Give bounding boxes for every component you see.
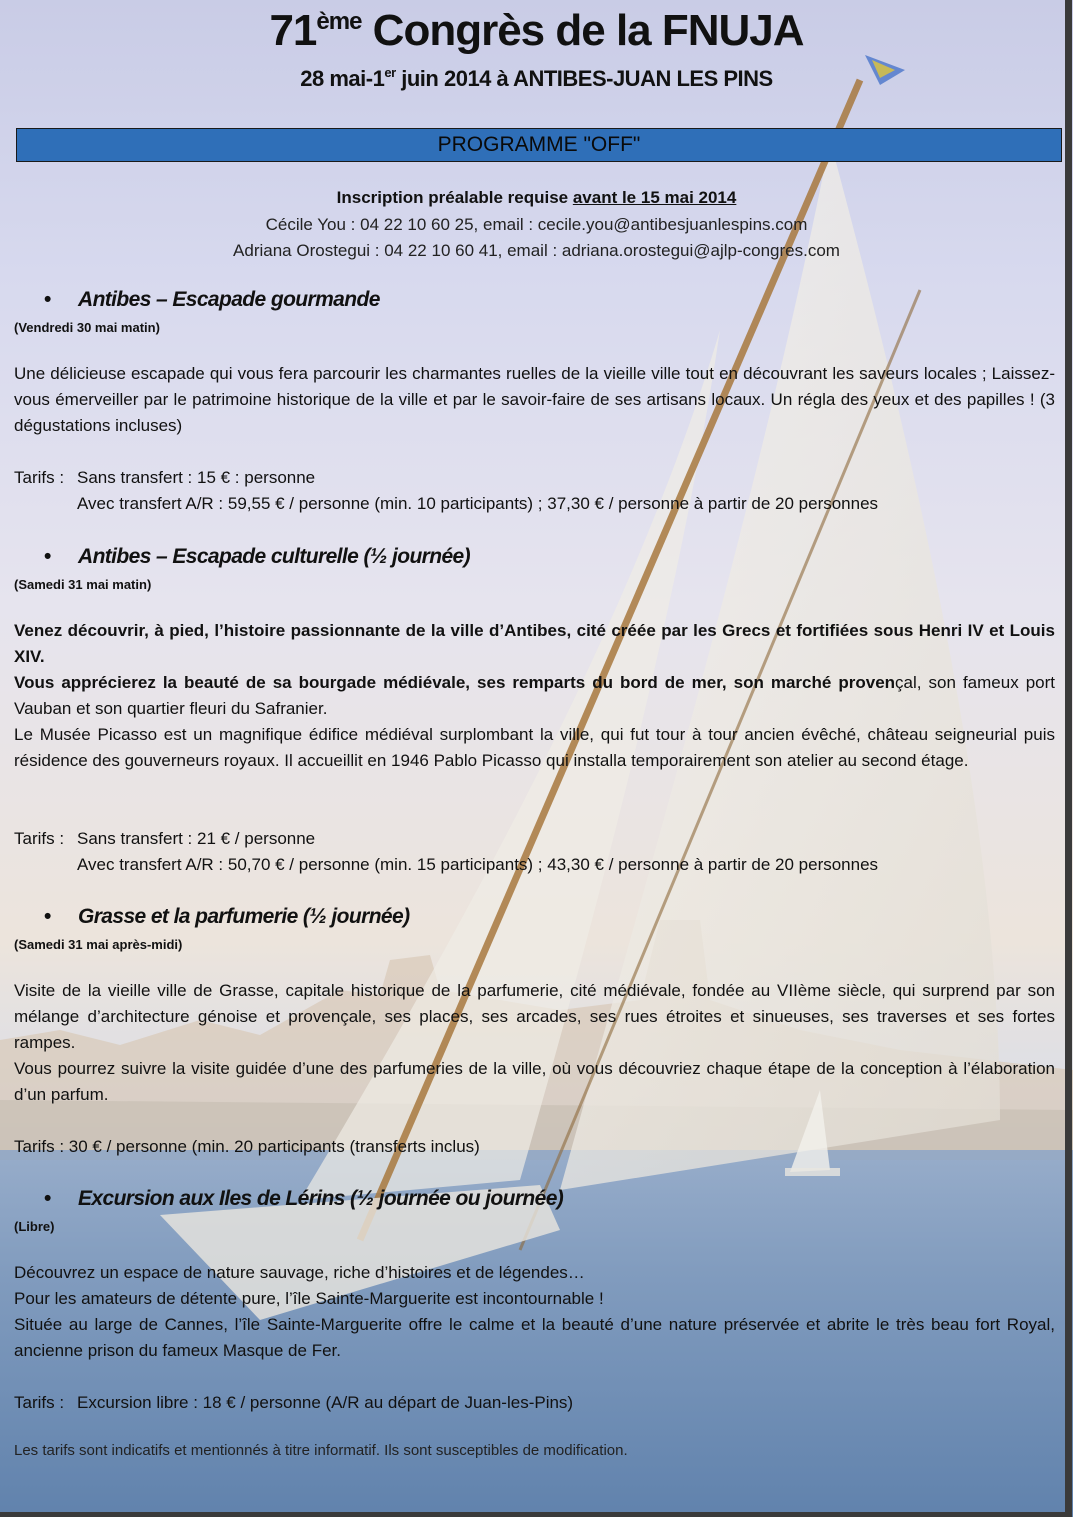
footnote-disclaimer: Les tarifs sont indicatifs et mentionnés à titre informatif. Ils sont susceptibles de modification. bbox=[14, 1442, 628, 1459]
section-description: Une délicieuse escapade qui vous fera parcourir les charmantes ruelles de la vieille ville tout en découvrant les saveurs locales ; Laissez-vous émerveiller par le patrimoine historique de la ville et par le savoir-faire de ses artisans locaux. Un régla des yeux et des papilles ! (3 dégustations incluses) bbox=[14, 364, 1055, 435]
section-description: Vous pourrez suivre la visite guidée d’une des parfumeries de la ville, où vous découvriez chaque étape de la conception à l’élaboration d’un parfum. bbox=[14, 1059, 1055, 1104]
section-description: Pour les amateurs de détente pure, l’île Sainte-Marguerite est incontournable ! bbox=[14, 1289, 604, 1308]
bullet-icon: • bbox=[44, 905, 51, 928]
tarif-line: Tarifs : 30 € / personne (min. 20 participants (transferts inclus) bbox=[14, 1137, 480, 1156]
section-description: Le Musée Picasso est un magnifique édifice médiéval surplombant la ville, qui fut tour à tour ancien évêché, château seigneurial puis résidence des gouverneurs royaux. Il accueillit en 1946 Pablo Picasso qui installa temporairement son atelier au second étage. bbox=[14, 725, 1055, 770]
section-description: Visite de la vieille ville de Grasse, capitale historique de la parfumerie, cité médiévale, fondée au VIIème siècle, qui surprend par son mélange d’architecture génoise et provençale, ses places, ses arcades, ses rues étroites et sinueuses, ses traverses et ses fortes rampes. bbox=[14, 981, 1055, 1052]
event-dates-location: 28 mai-1er juin 2014 à ANTIBES-JUAN LES PINS bbox=[300, 65, 773, 91]
registration-notice: Inscription préalable requise avant le 15 mai 2014 bbox=[336, 188, 737, 207]
bullet-icon: • bbox=[44, 288, 51, 311]
contact-cecile-you: Cécile You : 04 22 10 60 25, email : cecile.you@antibesjuanlespins.com bbox=[265, 215, 808, 234]
tarif-line: Tarifs : Sans transfert : 21 € / personne bbox=[14, 829, 316, 848]
section-description: Découvrez un espace de nature sauvage, riche d’histoires et de légendes… bbox=[14, 1263, 585, 1282]
section-date: (Libre) bbox=[14, 1219, 55, 1234]
section-title-escapade-gourmande: • Antibes – Escapade gourmande bbox=[44, 288, 380, 311]
registration-deadline: avant le 15 mai 2014 bbox=[572, 188, 737, 207]
section-description: Vous apprécierez la beauté de sa bourgade médiévale, ses remparts du bord de mer, son marché provençal, son fameux port Vauban et son quartier fleuri du Safranier. bbox=[14, 673, 1056, 718]
section-description: Située au large de Cannes, l’île Sainte-Marguerite offre le calme et la beauté d’une nature préservée et abrite le très beau fort Royal, ancienne prison du fameux Masque de Fer. bbox=[14, 1315, 1055, 1360]
section-date: (Samedi 31 mai matin) bbox=[14, 577, 152, 592]
contact-adriana-orostegui: Adriana Orostegui : 04 22 10 60 41, email : adriana.orostegui@ajlp-congres.com bbox=[233, 241, 840, 260]
tarif-line: Tarifs : Sans transfert : 15 € : personne bbox=[14, 468, 316, 487]
tarif-line-transfer: Avec transfert A/R : 59,55 € / personne (min. 10 participants) ; 37,30 € / personne à partir de 20 personnes bbox=[77, 494, 879, 513]
tarif-line-transfer: Avec transfert A/R : 50,70 € / personne (min. 15 participants) ; 43,30 € / personne à partir de 20 personnes bbox=[77, 855, 879, 874]
section-title-grasse-parfumerie: • Grasse et la parfumerie (½ journée) bbox=[44, 905, 410, 928]
bullet-icon: • bbox=[44, 545, 51, 568]
page-title: 71ème Congrès de la FNUJA bbox=[269, 6, 804, 55]
tarif-line: Tarifs : Excursion libre : 18 € / personne (A/R au départ de Juan-les-Pins) bbox=[14, 1393, 574, 1412]
section-description: Venez découvrir, à pied, l’histoire passionnante de la ville d’Antibes, cité créée par les Grecs et fortifiées sous Henri IV et Louis XIV. bbox=[14, 621, 1055, 666]
section-date: (Samedi 31 mai après-midi) bbox=[14, 937, 183, 952]
section-title-escapade-culturelle: • Antibes – Escapade culturelle (½ journée) bbox=[44, 545, 471, 568]
section-title-iles-de-lerins: • Excursion aux Iles de Lérins (½ journée ou journée) bbox=[44, 1187, 564, 1210]
bullet-icon: • bbox=[44, 1187, 51, 1210]
programme-off-banner: PROGRAMME "OFF" bbox=[16, 128, 1062, 162]
section-date: (Vendredi 30 mai matin) bbox=[14, 320, 160, 335]
